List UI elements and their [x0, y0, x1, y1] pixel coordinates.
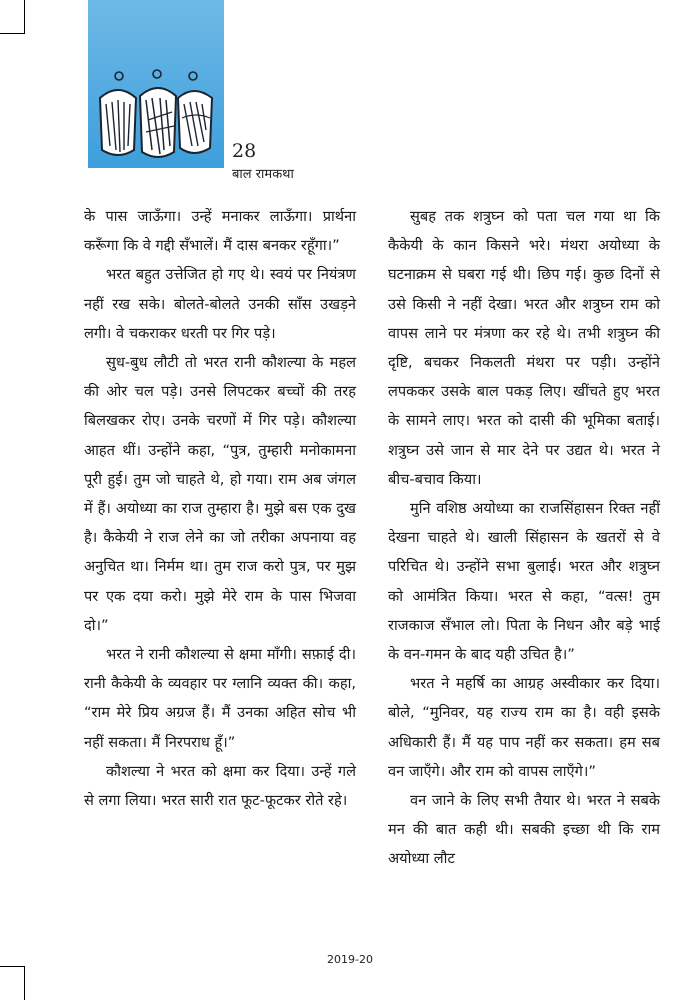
header-illustration	[88, 0, 224, 168]
paragraph: सुबह तक शत्रुघ्न को पता चल गया था कि कैकेयी के कान किसने भरे। मंथरा अयोध्या के घटनाक्रम से घबरा गई थी। छिप गई। कुछ दिनों से उसे किसी ने नहीं देखा। भरत और शत्रुघ्न राम को वापस लाने पर मंत्रणा कर रहे थे। तभी शत्रुघ्न की दृष्टि, बचकर निकलती मंथरा पर पड़ी। उन्होंने लपककर उसके बाल पकड़ लिए। खींचते हुए भरत के सामने लाए। भरत को दासी की भूमिका बताई। शत्रुघ्न उसे जान से मार देने पर उद्यत थे। भरत ने बीच-बचाव किया।	[388, 208, 660, 488]
paragraph: सुध-बुध लौटी तो भरत रानी कौशल्या के महल की ओर चल पड़े। उनसे लिपटकर बच्चों की तरह बिलखकर रोए। उनके चरणों में गिर पड़े। कौशल्या आहत थीं। उन्होंने कहा, “पुत्र, तुम्हारी मनोकामना पूरी हुई। तुम जो चाहते थे, हो गया। राम अब जंगल में हैं। अयोध्या का राज तुम्हारा है। मुझे बस एक दुख है। कैकेयी ने राज लेने का जो तरीका अपनाया वह अनुचित था। निर्मम था। तुम राज करो पुत्र, पर मुझ पर एक दया करो। मुझे मेरे राम के पास भिजवा दो।”	[84, 354, 356, 634]
figures-sketch	[88, 0, 224, 168]
paragraph: के पास जाऊँगा। उन्हें मनाकर लाऊँगा। प्रार्थना करूँगा कि वे गद्दी सँभालें। मैं दास बनकर रहूँगा।”	[84, 208, 356, 255]
footer-year: 2019-20	[327, 953, 373, 966]
crop-mark-bottom-left-v	[24, 966, 25, 1000]
paragraph: कौशल्या ने भरत को क्षमा कर दिया। उन्हें गले से लगा लिया। भरत सारी रात फूट-फूटकर रोते रहे।	[84, 762, 356, 810]
paragraph: वन जाने के लिए सभी तैयार थे। भरत ने सबके मन की बात कही थी। सबकी इच्छा थी कि राम अयोध्या लौट	[388, 792, 660, 868]
page-number: 28	[232, 140, 257, 162]
crop-mark-bottom-left-h	[0, 966, 24, 967]
crop-mark-top-left-h	[0, 33, 24, 34]
text-column-left	[84, 202, 356, 815]
crop-mark-top-left-v	[24, 0, 25, 34]
paragraph: मुनि वशिष्ठ अयोध्या का राजसिंहासन रिक्त नहीं देखना चाहते थे। खाली सिंहासन के खतरों से वे परिचित थे। उन्होंने सभा बुलाई। भरत और शत्रुघ्न को आमंत्रित किया। भरत से कहा, “वत्स! तुम राजकाज सँभाल लो। पिता के निधन और बड़े भाई के वन-गमन के बाद यही उचित है।”	[388, 500, 660, 664]
paragraph: भरत बहुत उत्तेजित हो गए थे। स्वयं पर नियंत्रण नहीं रख सके। बोलते-बोलते उनकी साँस उखड़ने लगी। वे चकराकर धरती पर गिर पड़े।	[84, 266, 356, 342]
book-title: बाल रामकथा	[232, 167, 294, 182]
paragraph: भरत ने महर्षि का आग्रह अस्वीकार कर दिया। बोले, “मुनिवर, यह राज्य राम का है। वही इसके अधिकारी हैं। मैं यह पाप नहीं कर सकता। हम सब वन जाएँगे। और राम को वापस लाएँगे।”	[388, 675, 660, 780]
text-column-right	[388, 202, 660, 874]
paragraph: भरत ने रानी कौशल्या से क्षमा माँगी। सफ़ाई दी। रानी कैकेयी के व्यवहार पर ग्लानि व्यक्त की। कहा, “राम मेरे प्रिय अग्रज हैं। मैं उनका अहित सोच भी नहीं सकता। मैं निरपराध हूँ।”	[84, 646, 356, 751]
